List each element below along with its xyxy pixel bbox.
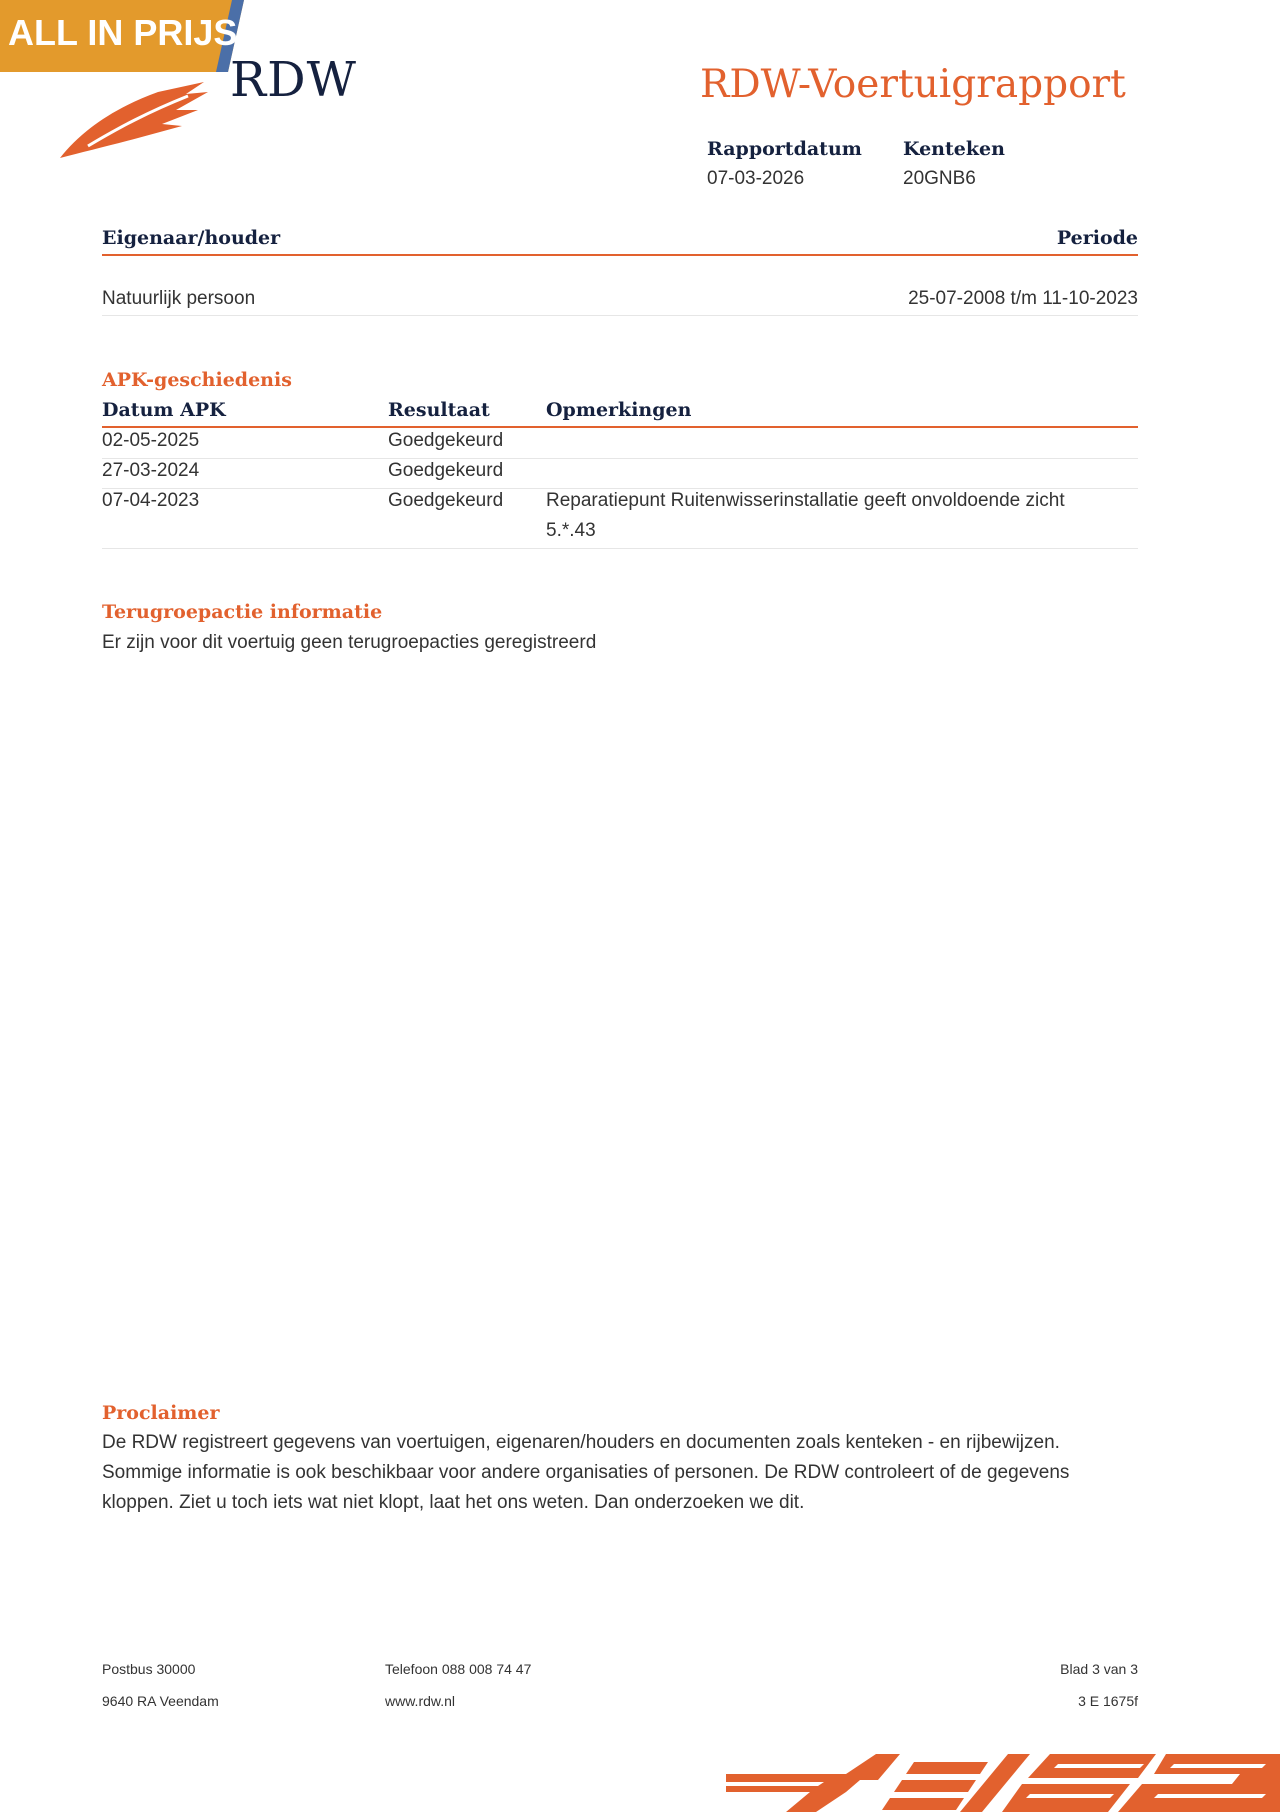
rdw-stripes-icon (726, 1740, 1280, 1812)
apk-date-cell: 07-04-2023 (102, 490, 200, 511)
apk-remark-cell: Reparatiepunt Ruitenwisserinstallatie geeft onvoldoende zicht (546, 490, 1065, 511)
period-header: Periode (1056, 227, 1138, 249)
apk-date-cell: 27-03-2024 (102, 460, 200, 481)
proclaimer-text (102, 1428, 1102, 1518)
owner-header: Eigenaar/houder (102, 227, 281, 249)
recall-text: Er zijn voor dit voertuig geen terugroepacties geregistreerd (102, 632, 597, 653)
apk-section-title: APK-geschiedenis (102, 369, 292, 391)
footer-postbus: Postbus 30000 (102, 1661, 196, 1677)
apk-remark-code: 5.*.43 (546, 520, 596, 541)
report-date-label: Rapportdatum (707, 138, 862, 160)
report-date-value: 07-03-2026 (707, 168, 805, 189)
proclaimer-line: kloppen. Ziet u toch iets wat niet klopt, laat het ons weten. Dan onderzoeken we dit. (102, 1492, 805, 1513)
owner-header-rule (102, 254, 1138, 256)
plate-label: Kenteken (903, 138, 1005, 160)
footer-city: 9640 RA Veendam (102, 1693, 219, 1709)
report-title: RDW-Voertuigrapport (700, 62, 1126, 107)
apk-date-cell: 02-05-2025 (102, 430, 200, 451)
apk-row-divider (102, 488, 1138, 489)
rdw-feather-icon (58, 80, 208, 162)
apk-row-divider (102, 548, 1138, 549)
apk-result-header: Resultaat (388, 399, 490, 421)
plate-value: 20GNB6 (903, 168, 976, 189)
apk-result-cell: Goedgekeurd (388, 490, 504, 511)
footer-code: 3 E 1675f (1078, 1693, 1138, 1709)
badge-label: ALL IN PRIJS (8, 12, 238, 53)
owner-value: Natuurlijk persoon (102, 288, 256, 309)
rdw-logo-text: RDW (230, 52, 357, 108)
period-value: 25-07-2008 t/m 11-10-2023 (908, 288, 1138, 309)
apk-date-header: Datum APK (102, 399, 226, 421)
footer-phone: Telefoon 088 008 74 47 (385, 1661, 532, 1677)
apk-result-cell: Goedgekeurd (388, 460, 504, 481)
proclaimer-line: De RDW registreert gegevens van voertuigen, eigenaren/houders en documenten zoals kenteken - en rijbewijzen. (102, 1432, 1060, 1453)
owner-row-divider (102, 315, 1138, 316)
footer-page: Blad 3 van 3 (1060, 1661, 1138, 1677)
apk-header-rule (102, 426, 1138, 428)
apk-remarks-header: Opmerkingen (546, 399, 692, 421)
apk-result-cell: Goedgekeurd (388, 430, 504, 451)
recall-section-title: Terugroepactie informatie (102, 601, 383, 623)
proclaimer-title: Proclaimer (102, 1402, 220, 1424)
footer-web: www.rdw.nl (385, 1693, 456, 1709)
proclaimer-line: Sommige informatie is ook beschikbaar voor andere organisaties of personen. De RDW controleert of de gegevens (102, 1462, 1070, 1483)
apk-row-divider (102, 458, 1138, 459)
